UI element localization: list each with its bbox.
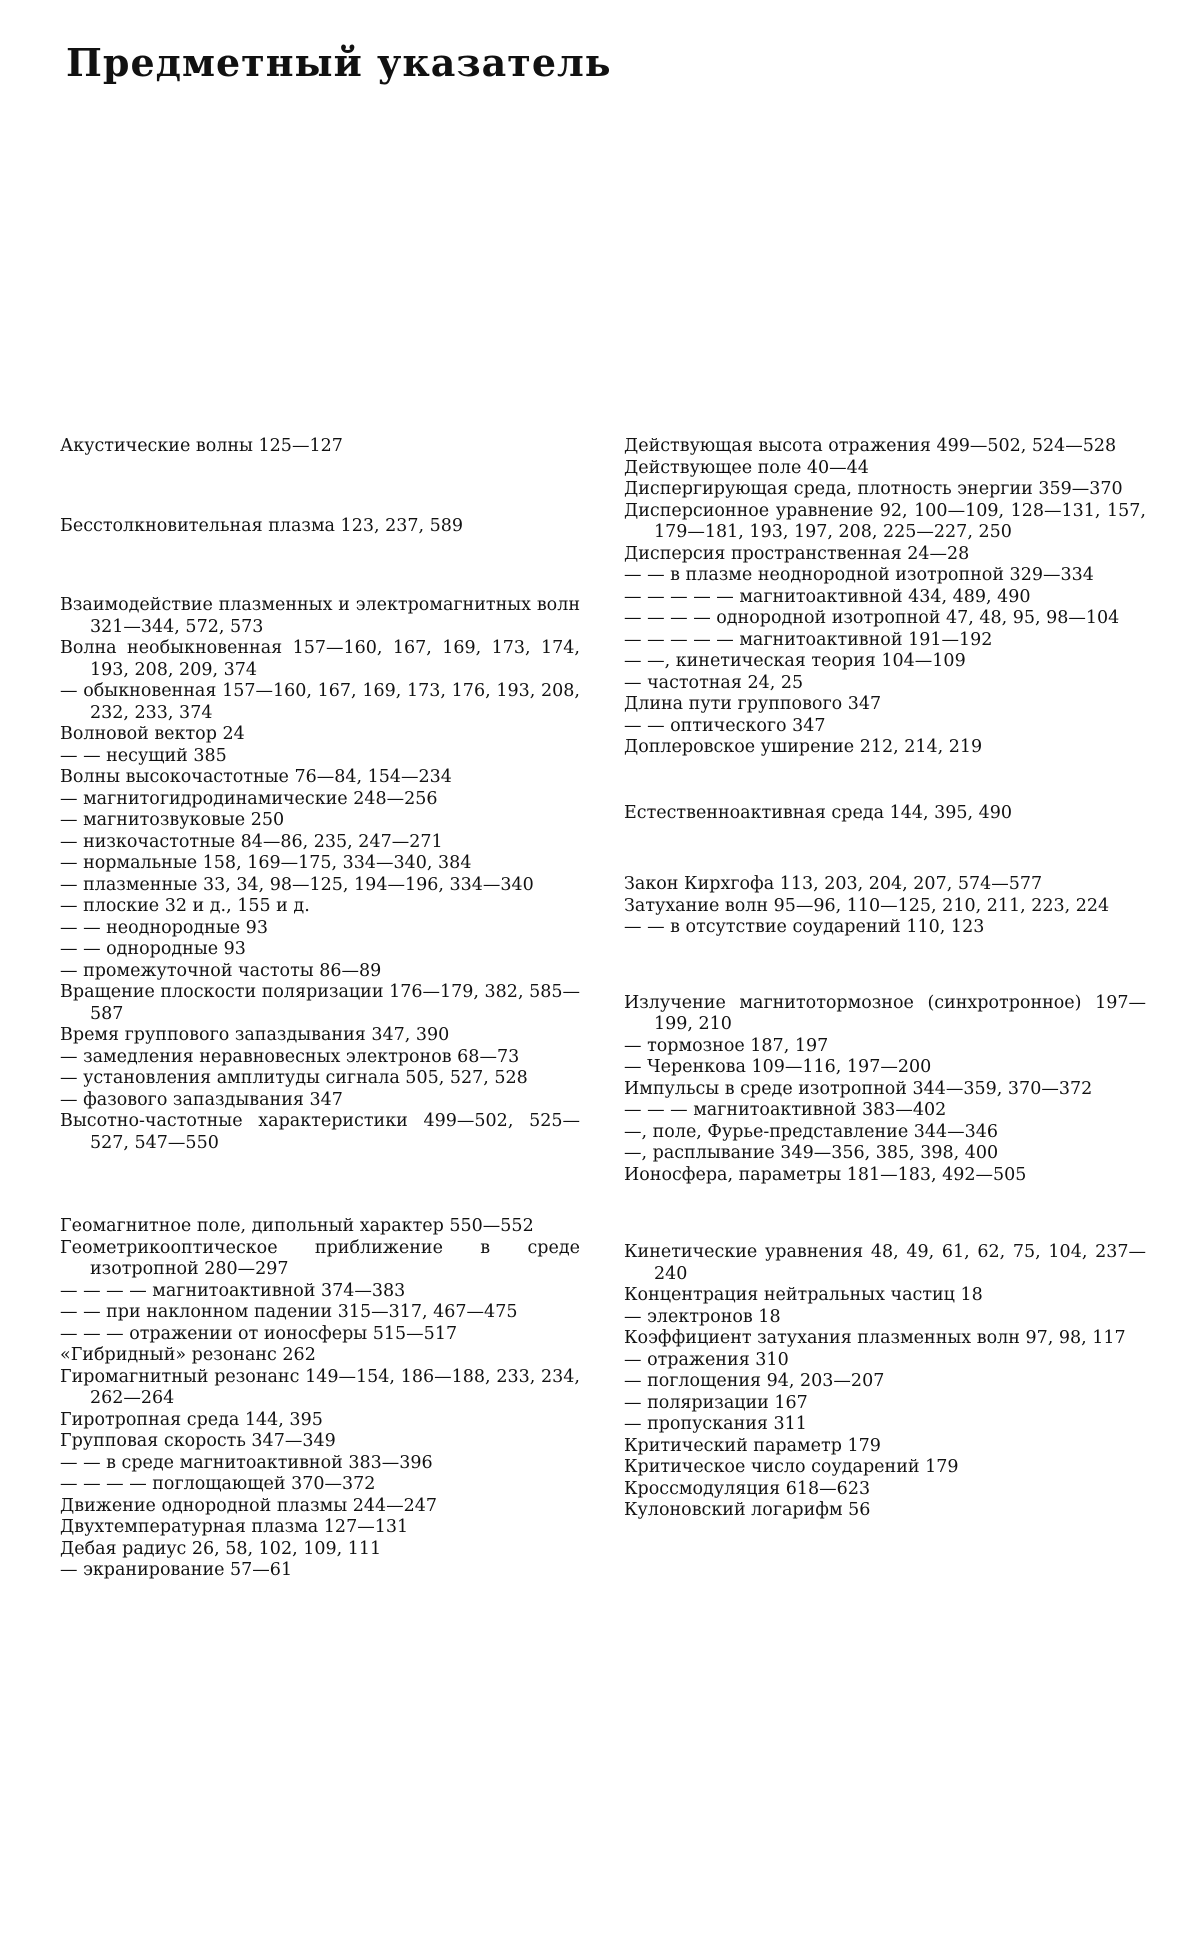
index-entry: Кинетические уравнения 48, 49, 61, 62, 75, 104, 237—240 xyxy=(624,1242,1146,1284)
index-entry: — нормальные 158, 169—175, 334—340, 384 xyxy=(60,853,472,873)
index-entry: — — однородные 93 xyxy=(60,939,246,959)
index-entry: — поляризации 167 xyxy=(624,1392,808,1413)
index-entry: Концентрация нейтральных частиц 18 xyxy=(624,1285,983,1305)
index-entry: — — в отсутствие соударений 110, 123 xyxy=(624,917,985,937)
index-group xyxy=(60,1216,580,1496)
index-entry: — — — отражении от ионосферы 515—517 xyxy=(60,1323,458,1344)
index-entry: — электронов 18 xyxy=(624,1306,781,1327)
index-entry: — — — — однородной изотропной 47, 48, 95, 98—104 xyxy=(624,608,1120,628)
index-entry: Кулоновский логарифм 56 xyxy=(624,1500,871,1520)
index-entry: —, расплывание 349—356, 385, 398, 400 xyxy=(624,1143,999,1163)
index-group xyxy=(624,803,1146,825)
index-entry: Взаимодействие плазменных и электромагнитных волн 321—344, 572, 573 xyxy=(60,595,580,637)
index-entry: Групповая скорость 347—349 xyxy=(60,1431,336,1451)
index-entry: —, поле, Фурье-представление 344—346 xyxy=(624,1121,999,1142)
index-entry: Дисперсия пространственная 24—28 xyxy=(624,543,970,564)
index-entry: — плоские 32 и д., 155 и д. xyxy=(60,896,310,916)
index-entry: — — — — — магнитоактивной 434, 489, 490 xyxy=(624,586,1031,607)
index-entry: Критический параметр 179 xyxy=(624,1435,881,1456)
index-entry: Волны высокочастотные 76—84, 154—234 xyxy=(60,767,452,787)
index-entry: — магнитогидродинамические 248—256 xyxy=(60,788,438,809)
index-entry: Двухтемпературная плазма 127—131 xyxy=(60,1517,409,1537)
index-group xyxy=(624,1242,1146,1522)
index-entry: Движение однородной плазмы 244—247 xyxy=(60,1495,438,1516)
index-entry: — — — — магнитоактивной 374—383 xyxy=(60,1280,406,1301)
index-entry: Длина пути группового 347 xyxy=(624,694,882,714)
index-entry: — — — — — магнитоактивной 191—192 xyxy=(624,629,993,650)
index-entry: — тормозное 187, 197 xyxy=(624,1035,829,1056)
index-entry: — — неоднородные 93 xyxy=(60,917,268,938)
index-entry: Волновой вектор 24 xyxy=(60,724,245,744)
index-entry: — —, кинетическая теория 104—109 xyxy=(624,651,966,671)
index-entry: Акустические волны 125—127 xyxy=(60,436,343,456)
index-entry: Гиромагнитный резонанс 149—154, 186—188, 233, 234, 262—264 xyxy=(60,1366,580,1408)
index-group xyxy=(624,436,1146,759)
index-entry: «Гибридный» резонанс 262 xyxy=(60,1345,316,1365)
index-entry: — — — магнитоактивной 383—402 xyxy=(624,1100,947,1120)
index-entry: Естественноактивная среда 144, 395, 490 xyxy=(624,802,1013,823)
index-entry: — замедления неравновесных электронов 68—73 xyxy=(60,1046,520,1067)
index-entry: Высотно-частотные характеристики 499—502, 525—527, 547—550 xyxy=(60,1111,580,1153)
index-entry: — частотная 24, 25 xyxy=(624,672,804,693)
index-entry: Геомагнитное поле, дипольный характер 550—552 xyxy=(60,1216,534,1236)
index-entry: — магнитозвуковые 250 xyxy=(60,810,285,830)
index-entry: Время группового запаздывания 347, 390 xyxy=(60,1025,450,1045)
index-entry: Вращение плоскости поляризации 176—179, 382, 585—587 xyxy=(60,982,580,1024)
index-entry: Кроссмодуляция 618—623 xyxy=(624,1478,871,1499)
index-entry: Бесстолкновительная плазма 123, 237, 589 xyxy=(60,515,464,536)
index-entry: — установления амплитуды сигнала 505, 527, 528 xyxy=(60,1068,528,1088)
index-entry: — — — — поглощающей 370—372 xyxy=(60,1474,376,1494)
index-entry: Дебая радиус 26, 58, 102, 109, 111 xyxy=(60,1538,382,1559)
index-group xyxy=(624,874,1146,939)
index-group xyxy=(60,516,580,538)
index-entry: Действующее поле 40—44 xyxy=(624,457,869,478)
index-entry: Критическое число соударений 179 xyxy=(624,1457,959,1477)
index-group xyxy=(60,1496,580,1582)
index-entry: Волна необыкновенная 157—160, 167, 169, 173, 174, 193, 208, 209, 374 xyxy=(60,638,580,680)
index-entry: — фазового запаздывания 347 xyxy=(60,1089,343,1110)
index-group xyxy=(60,595,580,1154)
index-entry: Доплеровское уширение 212, 214, 219 xyxy=(624,737,983,757)
index-entry: — — в среде магнитоактивной 383—396 xyxy=(60,1452,433,1473)
index-entry: — промежуточной частоты 86—89 xyxy=(60,960,382,981)
index-entry: — экранирование 57—61 xyxy=(60,1560,293,1580)
page-title: Предметный указатель xyxy=(66,40,612,85)
index-entry: Ионосфера, параметры 181—183, 492—505 xyxy=(624,1164,1027,1185)
index-entry: Гиротропная среда 144, 395 xyxy=(60,1409,323,1430)
index-entry: — плазменные 33, 34, 98—125, 194—196, 334—340 xyxy=(60,874,534,895)
index-group xyxy=(624,993,1146,1187)
index-entry: Дисперсионное уравнение 92, 100—109, 128—131, 157, 179—181, 193, 197, 208, 225—227, 250 xyxy=(624,500,1146,542)
index-group xyxy=(60,436,580,458)
index-entry: — — несущий 385 xyxy=(60,745,227,766)
index-entry: Коэффициент затухания плазменных волн 97, 98, 117 xyxy=(624,1328,1126,1348)
index-entry: — поглощения 94, 203—207 xyxy=(624,1371,885,1391)
index-entry: — — в плазме неоднородной изотропной 329—334 xyxy=(624,565,1094,585)
index-entry: Затухание волн 95—96, 110—125, 210, 211, 223, 224 xyxy=(624,895,1110,916)
index-column-right xyxy=(624,436,1146,1522)
index-entry: — — при наклонном падении 315—317, 467—475 xyxy=(60,1302,518,1322)
index-entry: — обыкновенная 157—160, 167, 169, 173, 176, 193, 208, 232, 233, 374 xyxy=(60,681,580,723)
index-entry: Излучение магнитотормозное (синхротронное) 197—199, 210 xyxy=(624,992,1146,1034)
index-entry: Геометрикооптическое приближение в среде изотропной 280—297 xyxy=(60,1237,580,1279)
index-entry: Действующая высота отражения 499—502, 524—528 xyxy=(624,436,1117,456)
index-entry: — пропускания 311 xyxy=(624,1414,807,1434)
index-entry: — низкочастотные 84—86, 235, 247—271 xyxy=(60,831,443,852)
index-entry: Импульсы в среде изотропной 344—359, 370—372 xyxy=(624,1078,1093,1099)
index-entry: — Черенкова 109—116, 197—200 xyxy=(624,1057,932,1077)
index-column-left xyxy=(60,436,580,1626)
index-entry: Закон Кирхгофа 113, 203, 204, 207, 574—577 xyxy=(624,874,1043,894)
index-entry: — отражения 310 xyxy=(624,1349,789,1370)
index-entry: — — оптического 347 xyxy=(624,715,826,736)
index-entry: Диспергирующая среда, плотность энергии 359—370 xyxy=(624,479,1123,499)
